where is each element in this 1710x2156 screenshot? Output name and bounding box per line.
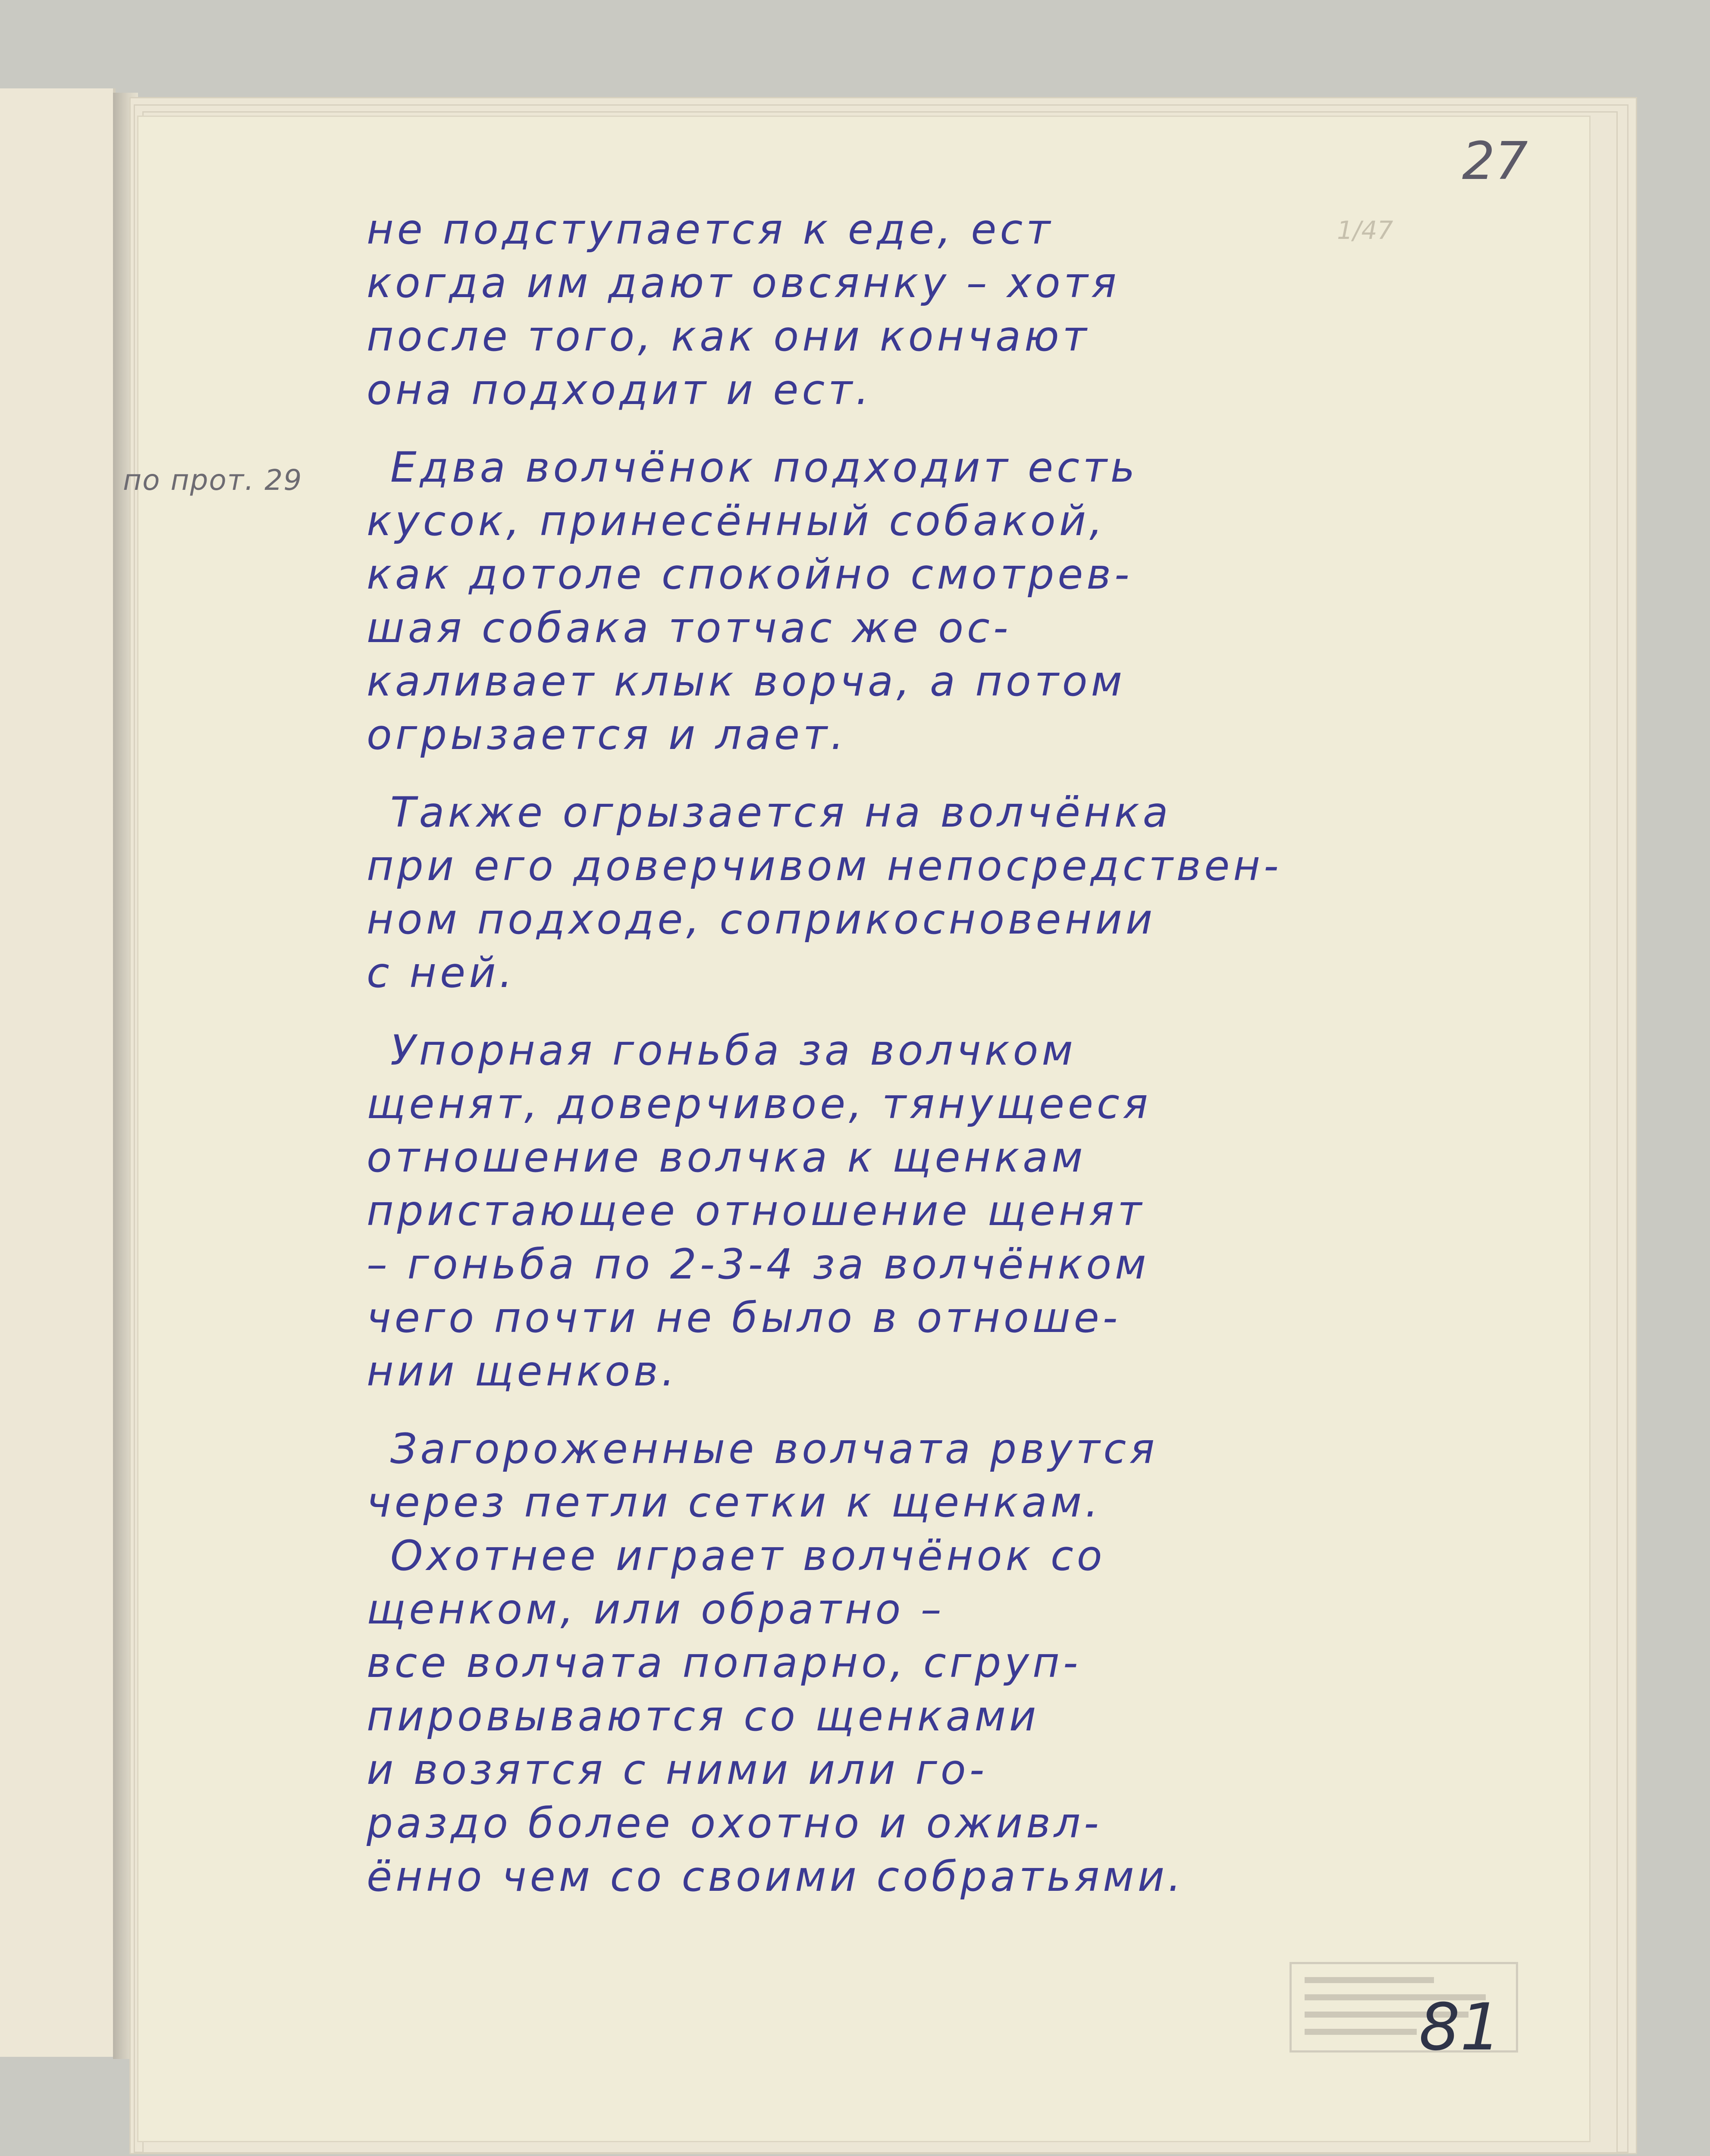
text-line: ном подходе, соприкосновении — [367, 895, 1156, 943]
text-line: с ней. — [367, 949, 516, 997]
text-line: все волчата попарно, сгруп- — [367, 1639, 1082, 1687]
text-line: Охотнее играет волчёнок со — [390, 1532, 1106, 1580]
text-line: раздо более охотно и оживл- — [367, 1799, 1102, 1847]
text-line: через петли сетки к щенкам. — [367, 1478, 1102, 1526]
text-line: как дотоле спокойно смотрев- — [367, 550, 1133, 599]
text-line: пировываются со щенками — [367, 1692, 1040, 1740]
text-line: шая собака тотчас же ос- — [367, 604, 1012, 652]
corner-mark: 1/47 — [1337, 216, 1393, 245]
text-line: и возятся с ними или го- — [367, 1745, 988, 1794]
page-number: 27 — [1462, 132, 1528, 191]
text-line: она подходит и ест. — [367, 366, 872, 414]
text-line: Загороженные волчата рвутся — [390, 1425, 1158, 1473]
text-line: не подступается к еде, ест — [367, 205, 1054, 254]
handwritten-text — [367, 203, 1359, 1903]
text-line: Едва волчёнок подходит есть — [390, 443, 1139, 492]
text-line: пристающее отношение щенят — [367, 1187, 1145, 1235]
text-line: – гоньба по 2-3-4 за волчёнком — [367, 1240, 1150, 1288]
text-line: отношение волчка к щенкам — [367, 1133, 1086, 1181]
text-line: при его доверчивом непосредствен- — [367, 842, 1282, 890]
text-line: щенком, или обратно – — [367, 1585, 945, 1633]
margin-note: по прот. 29 — [123, 464, 303, 497]
text-line: ённо чем со своими собратьями. — [367, 1852, 1185, 1901]
text-line: кусок, принесённый собакой, — [367, 497, 1106, 545]
text-line: Также огрызается на волчёнка — [390, 788, 1172, 837]
text-line: щенят, доверчивое, тянущееся — [367, 1080, 1152, 1128]
text-line: когда им дают овсянку – хотя — [367, 259, 1120, 307]
text-line: каливает клык ворча, а потом — [367, 657, 1126, 705]
left-page — [0, 88, 116, 2057]
text-line: чего почти не было в отноше- — [367, 1294, 1121, 1342]
text-line: нии щенков. — [367, 1347, 678, 1395]
text-line: после того, как они кончают — [367, 312, 1090, 360]
text-line: огрызается и лает. — [367, 711, 847, 759]
sheet-number: 81 — [1419, 1990, 1501, 2065]
text-line: Упорная гоньба за волчком — [390, 1026, 1076, 1075]
